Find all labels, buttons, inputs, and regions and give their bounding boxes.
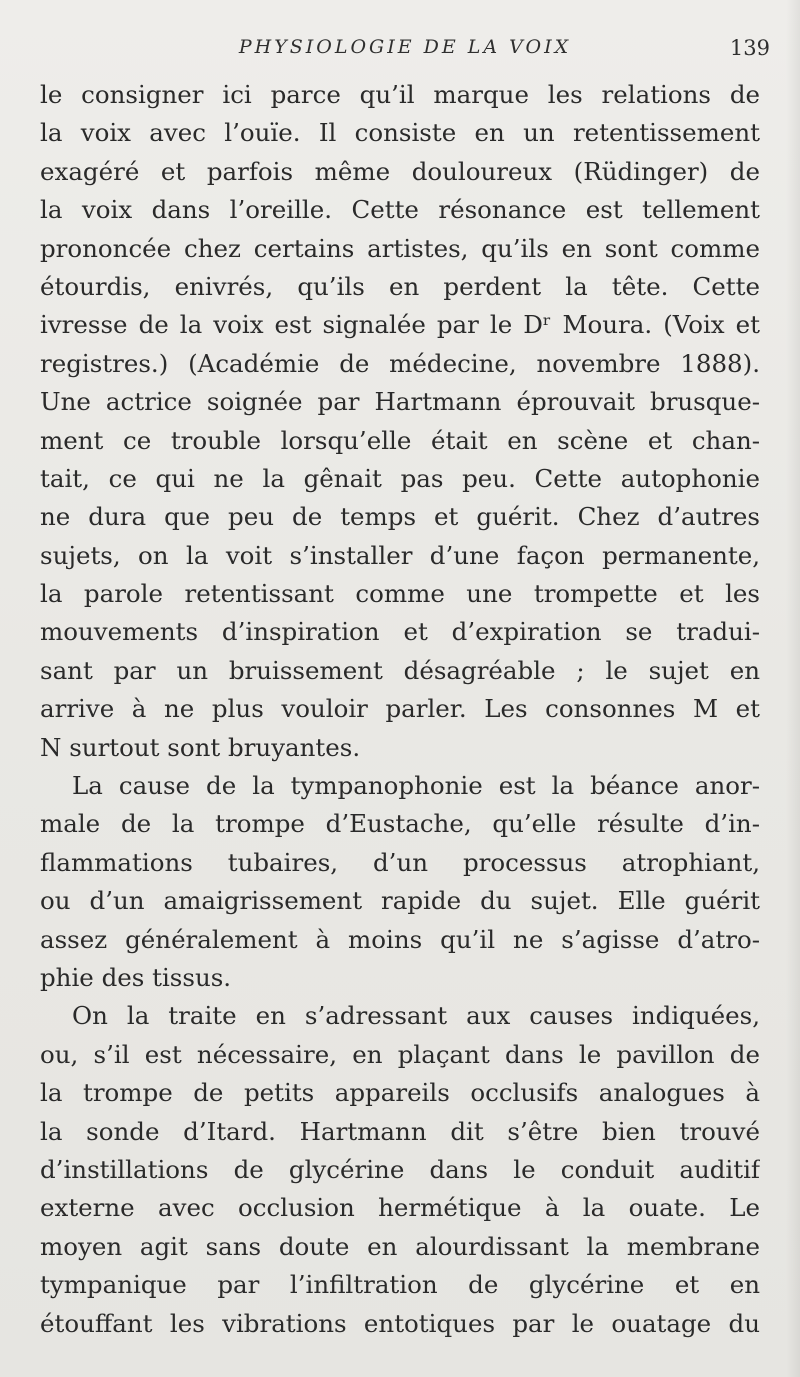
text-line: flammations tubaires, d’un processus atrophiant, (40, 847, 760, 877)
text-line: prononcée chez certains artistes, qu’ils en sont comme (40, 233, 760, 263)
text-line: la voix avec l’ouïe. Il consiste en un retentissement (40, 118, 760, 148)
text-line: étouffant les vibrations entotiques par le ouatage du (40, 1308, 760, 1338)
page-number: 139 (729, 36, 770, 60)
text-line: ne dura que peu de temps et guérit. Chez d’autres (40, 502, 760, 532)
text-line: ment ce trouble lorsqu’elle était en scène et chan- (40, 425, 760, 455)
text-line: La cause de la tympanophonie est la béance anor- (72, 771, 760, 801)
text-line: registres.) (Académie de médecine, novembre 1888). (40, 348, 760, 378)
text-line: assez généralement à moins qu’il ne s’agisse d’atro- (40, 924, 760, 954)
text-line: moyen agit sans doute en alourdissant la membrane (40, 1231, 760, 1261)
body-text (40, 76, 760, 1343)
text-line: N surtout sont bruyantes. (40, 732, 361, 762)
text-line: externe avec occlusion hermétique à la ouate. Le (40, 1193, 760, 1223)
text-line: le consigner ici parce qu’il marque les relations de (40, 80, 760, 109)
text-line: exagéré et parfois même douloureux (Rüdinger) de (40, 156, 760, 186)
text-line: ou, s’il est nécessaire, en plaçant dans le pavillon de (40, 1039, 760, 1069)
text-line: sujets, on la voit s’installer d’une façon permanente, (40, 540, 760, 570)
text-line: d’instillations de glycérine dans le conduit auditif (40, 1154, 760, 1184)
text-line: male de la trompe d’Eustache, qu’elle résulte d’in- (40, 809, 760, 839)
text-line: la voix dans l’oreille. Cette résonance est tellement (40, 195, 760, 225)
text-line: On la traite en s’adressant aux causes indiquées, (72, 1001, 760, 1031)
text-line: ivresse de la voix est signalée par le Dʳ Moura. (Voix et (40, 310, 760, 340)
text-line: tait, ce qui ne la gênait pas peu. Cette autophonie (40, 463, 760, 493)
text-line: étourdis, enivrés, qu’ils en perdent la tête. Cette (40, 271, 760, 301)
text-line: sant par un bruissement désagréable ; le sujet en (40, 655, 760, 685)
page-header (40, 36, 770, 66)
text-line: tympanique par l’infiltration de glycérine et en (40, 1270, 760, 1300)
text-line: ou d’un amaigrissement rapide du sujet. Elle guérit (40, 886, 760, 916)
text-line: la parole retentissant comme une trompette et les (40, 579, 760, 609)
text-line: la sonde d’Itard. Hartmann dit s’être bien trouvé (40, 1116, 760, 1146)
text-line: arrive à ne plus vouloir parler. Les consonnes M et (40, 694, 760, 724)
page-edge-shadow (786, 0, 800, 1377)
text-line: la trompe de petits appareils occlusifs analogues à (40, 1078, 760, 1108)
text-line: Une actrice soignée par Hartmann éprouvait brusque- (40, 387, 760, 417)
running-title: PHYSIOLOGIE DE LA VOIX (238, 36, 572, 58)
text-line: mouvements d’inspiration et d’expiration se tradui- (40, 617, 760, 647)
text-line: phie des tissus. (40, 962, 232, 992)
